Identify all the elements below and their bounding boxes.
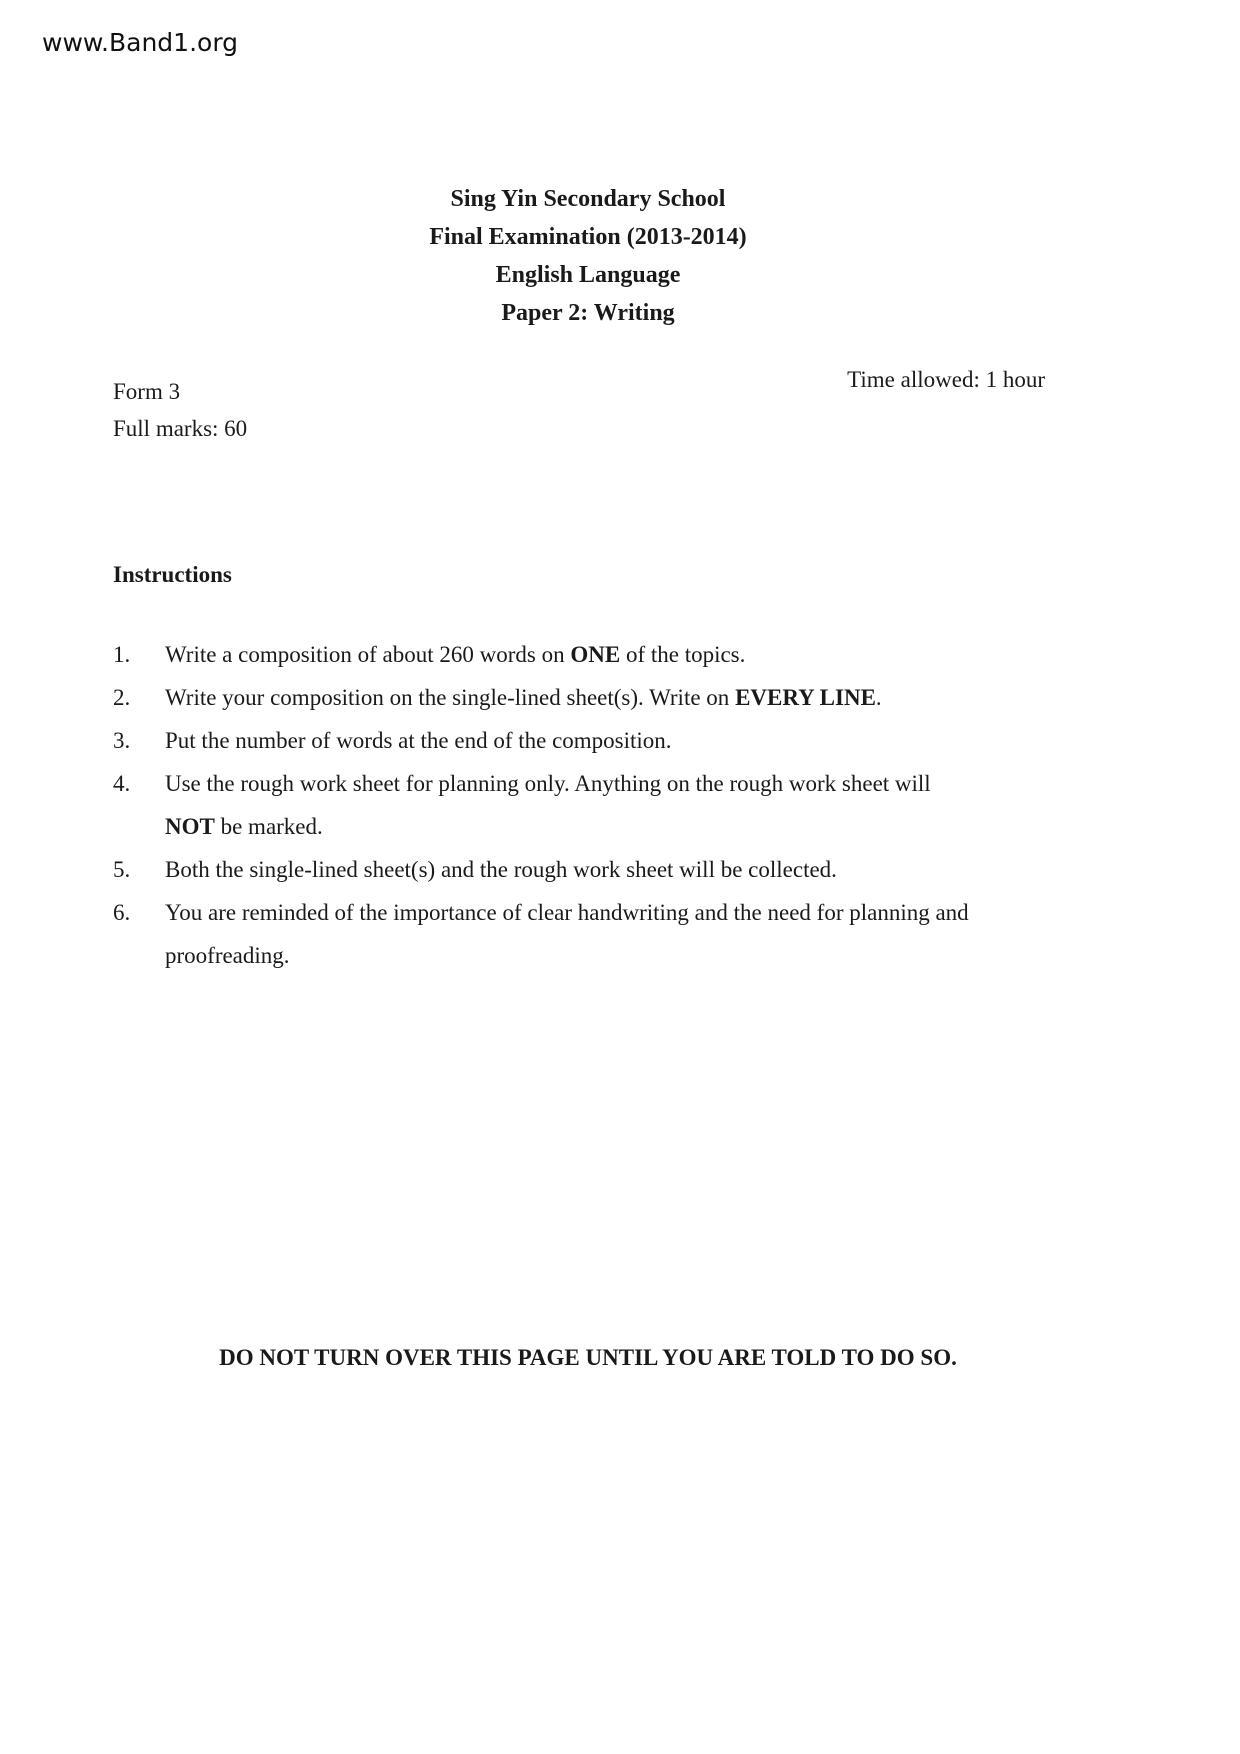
exam-title: Final Examination (2013-2014) — [429, 224, 747, 250]
school-name: Sing Yin Secondary School — [450, 186, 726, 212]
instructions-list — [113, 633, 1053, 977]
exam-meta-left — [113, 373, 247, 447]
emphasis-not: NOT — [165, 814, 215, 839]
instruction-item: 2. Write your composition on the single-lined sheet(s). Write on EVERY LINE. — [113, 676, 1053, 719]
instruction-item: 5. Both the single-lined sheet(s) and the rough work sheet will be collected. — [113, 848, 1053, 891]
instruction-item: 6. You are reminded of the importance of clear handwriting and the need for planning and proofreading. — [113, 891, 1053, 977]
do-not-turn-warning: DO NOT TURN OVER THIS PAGE UNTIL YOU ARE TOLD TO DO SO. — [219, 1345, 957, 1370]
form-level: Form 3 — [113, 379, 181, 404]
instruction-item: 3. Put the number of words at the end of the composition. — [113, 719, 1053, 762]
instruction-number: 4. — [113, 771, 131, 796]
subject-title: English Language — [495, 262, 681, 288]
instruction-number: 2. — [113, 685, 131, 710]
instruction-number: 1. — [113, 642, 131, 667]
full-marks: Full marks: 60 — [113, 416, 248, 441]
emphasis-every-line: EVERY LINE — [735, 685, 876, 710]
watermark-url: www.Band1.org — [42, 28, 239, 57]
time-allowed: Time allowed: 1 hour — [847, 367, 1045, 392]
instructions-heading: Instructions — [113, 562, 232, 587]
paper-title: Paper 2: Writing — [501, 300, 675, 326]
exam-header — [0, 180, 1176, 332]
instruction-item: 4. Use the rough work sheet for planning only. Anything on the rough work sheet will NOT be marked. — [113, 762, 1053, 848]
instruction-number: 5. — [113, 857, 131, 882]
instruction-item: 1. Write a composition of about 260 words on ONE of the topics. — [113, 633, 1053, 676]
emphasis-one: ONE — [570, 642, 621, 667]
instruction-number: 6. — [113, 900, 131, 925]
instruction-number: 3. — [113, 728, 131, 753]
